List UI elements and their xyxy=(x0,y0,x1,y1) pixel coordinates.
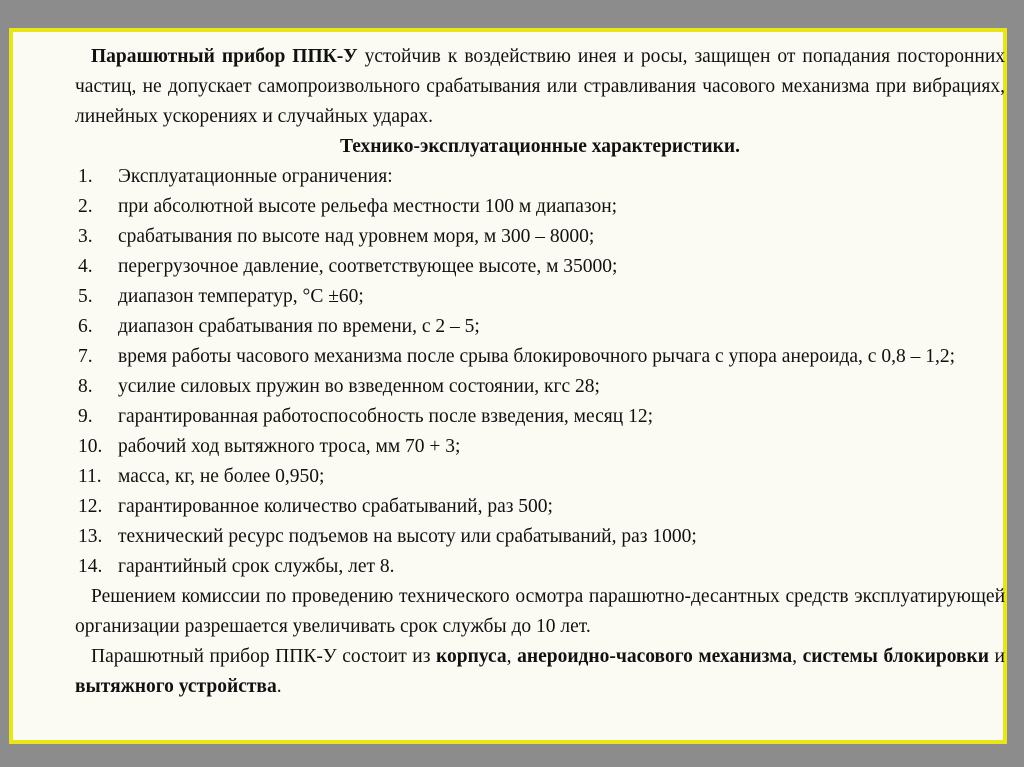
composition-end: . xyxy=(276,676,282,697)
list-item-number: 9. xyxy=(78,406,93,427)
list-item-number: 11. xyxy=(78,466,102,487)
list-item-text: усилие силовых пружин во взведенном состоянии, кгс 28; xyxy=(118,376,600,397)
composition-part-housing: корпуса xyxy=(436,646,507,667)
list-item-number: 10. xyxy=(78,436,103,457)
list-item-number: 4. xyxy=(78,256,93,277)
intro-bold-lead: Парашютный прибор ППК-У xyxy=(91,46,358,67)
slide-frame xyxy=(9,28,1007,744)
composition-separator: , xyxy=(792,646,803,667)
list-item xyxy=(75,312,1005,342)
list-item-text: рабочий ход вытяжного троса, мм 70 + 3; xyxy=(118,436,461,457)
list-item-text: срабатывания по высоте над уровнем моря, м 300 – 8000; xyxy=(118,226,595,247)
list-item xyxy=(75,252,1005,282)
list-item xyxy=(75,162,1005,192)
list-item-number: 3. xyxy=(78,226,93,247)
list-item-number: 7. xyxy=(78,346,93,367)
list-item xyxy=(75,462,1005,492)
list-item xyxy=(75,342,1005,372)
list-item xyxy=(75,432,1005,462)
list-item-text: масса, кг, не более 0,950; xyxy=(118,466,325,487)
list-item xyxy=(75,222,1005,252)
list-item-text: технический ресурс подъемов на высоту или срабатываний, раз 1000; xyxy=(118,526,697,547)
list-item xyxy=(75,552,1005,582)
composition-part-extractor: вытяжного устройства xyxy=(75,676,277,697)
intro-paragraph xyxy=(75,42,1005,132)
composition-part-mechanism: анероидно-часового механизма xyxy=(517,646,793,667)
list-item-number: 6. xyxy=(78,316,93,337)
list-item-text: при абсолютной высоте рельефа местности 100 м диапазон; xyxy=(118,196,618,217)
list-item-number: 5. xyxy=(78,286,93,307)
list-item xyxy=(75,402,1005,432)
list-item-number: 14. xyxy=(78,556,103,577)
composition-separator: , xyxy=(506,646,518,667)
list-item-number: 8. xyxy=(78,376,93,397)
list-item-text: гарантированное количество срабатываний, раз 500; xyxy=(118,496,553,517)
list-item-number: 12. xyxy=(78,496,103,517)
composition-lead: Парашютный прибор ППК-У состоит из xyxy=(91,646,437,667)
list-item xyxy=(75,522,1005,552)
list-item-text: перегрузочное давление, соответствующее высоте, м 35000; xyxy=(118,256,618,277)
characteristics-list xyxy=(75,162,1005,582)
list-item-text: диапазон срабатывания по времени, с 2 – 5; xyxy=(118,316,480,337)
list-item-text: время работы часового механизма после срыва блокировочного рычага с упора анероида, с 0,8 – 1,2; xyxy=(118,346,956,367)
list-item xyxy=(75,492,1005,522)
list-item-text: диапазон температур, °С ±60; xyxy=(118,286,364,307)
composition-separator: и xyxy=(988,646,1005,667)
intro-text: устойчив к воздействию инея и росы, защищен от попадания посторонних частиц, не допускает самопроизвольного срабатывания или стравливания часового механизма при вибрациях, линейных ускорениях и случайных ударах. xyxy=(75,46,1005,127)
list-item xyxy=(75,372,1005,402)
decision-paragraph: Решением комиссии по проведению технического осмотра парашютно-десантных средств эксплуатирующей организации разрешается увеличивать срок службы до 10 лет. xyxy=(75,586,1005,637)
list-item-number: 2. xyxy=(78,196,93,217)
section-heading: Технико-эксплуатационные характеристики. xyxy=(340,136,740,157)
list-item-number: 13. xyxy=(78,526,103,547)
composition-part-locking: системы блокировки xyxy=(802,646,989,667)
list-item xyxy=(75,282,1005,312)
list-item-number: 1. xyxy=(78,166,93,187)
list-item xyxy=(75,192,1005,222)
composition-paragraph xyxy=(75,642,1005,702)
list-item-text: Эксплуатационные ограничения: xyxy=(118,166,393,187)
slide-content xyxy=(75,42,1005,702)
list-item-text: гарантированная работоспособность после взведения, месяц 12; xyxy=(118,406,654,427)
list-item-text: гарантийный срок службы, лет 8. xyxy=(118,556,395,577)
